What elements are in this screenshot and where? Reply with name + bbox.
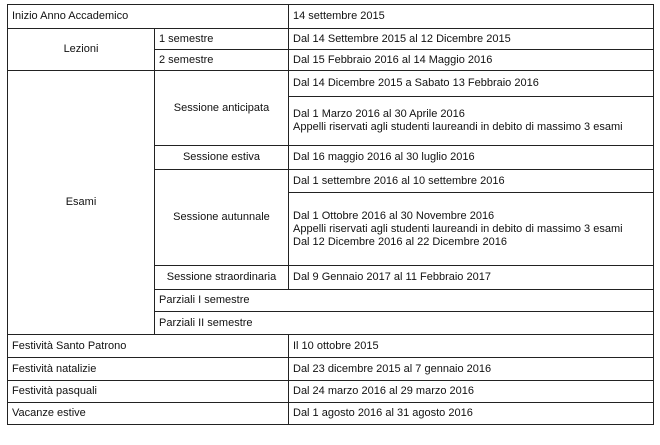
row-value: 14 settembre 2015 — [289, 5, 654, 29]
row-value-line: Appelli riservati agli studenti laureandi in debito di massimo 3 esami — [293, 121, 623, 133]
row-value-multiline — [289, 193, 654, 266]
row-value: Dal 16 maggio 2016 al 30 luglio 2016 — [289, 146, 654, 170]
row-label: Parziali I semestre — [155, 290, 654, 312]
session-label: Sessione autunnale — [155, 170, 289, 266]
table-row — [8, 381, 654, 403]
session-label: Sessione anticipata — [155, 71, 289, 146]
row-value-multiline — [289, 97, 654, 146]
academic-calendar-table — [7, 4, 654, 425]
row-value: Dal 1 agosto 2016 al 31 agosto 2016 — [289, 403, 654, 425]
session-label: Sessione straordinaria — [155, 266, 289, 290]
table-row — [8, 5, 654, 29]
row-value: Dal 23 dicembre 2015 al 7 gennaio 2016 — [289, 358, 654, 381]
row-value: Dal 14 Settembre 2015 al 12 Dicembre 2015 — [289, 29, 654, 50]
table-row — [8, 71, 654, 97]
row-value-line: Appelli riservati agli studenti laureandi in debito di massimo 3 esami — [293, 222, 623, 235]
esami-label: Esami — [8, 71, 155, 335]
row-value: Dal 15 Febbraio 2016 al 14 Maggio 2016 — [289, 50, 654, 71]
row-value: Dal 9 Gennaio 2017 al 11 Febbraio 2017 — [289, 266, 654, 290]
lezioni-label: Lezioni — [8, 29, 155, 71]
semester-label: 1 semestre — [155, 29, 289, 50]
row-label: Festività Santo Patrono — [8, 335, 289, 358]
session-label: Sessione estiva — [155, 146, 289, 170]
row-value: Il 10 ottobre 2015 — [289, 335, 654, 358]
table-row — [8, 335, 654, 358]
row-label: Festività pasquali — [8, 381, 289, 403]
row-label: Inizio Anno Accademico — [8, 5, 289, 29]
row-label: Parziali II semestre — [155, 312, 654, 335]
row-value-line: Dal 12 Dicembre 2016 al 22 Dicembre 2016 — [293, 235, 508, 248]
table-row — [8, 29, 654, 50]
row-value-line: Dal 1 Ottobre 2016 al 30 Novembre 2016 — [293, 209, 495, 222]
row-value: Dal 14 Dicembre 2015 a Sabato 13 Febbraio 2016 — [289, 71, 654, 97]
row-value-line: Dal 1 Marzo 2016 al 30 Aprile 2016 — [293, 108, 465, 120]
semester-label: 2 semestre — [155, 50, 289, 71]
table-row — [8, 358, 654, 381]
table-row — [8, 403, 654, 425]
row-value: Dal 1 settembre 2016 al 10 settembre 2016 — [289, 170, 654, 193]
row-label: Festività natalizie — [8, 358, 289, 381]
row-label: Vacanze estive — [8, 403, 289, 425]
row-value: Dal 24 marzo 2016 al 29 marzo 2016 — [289, 381, 654, 403]
